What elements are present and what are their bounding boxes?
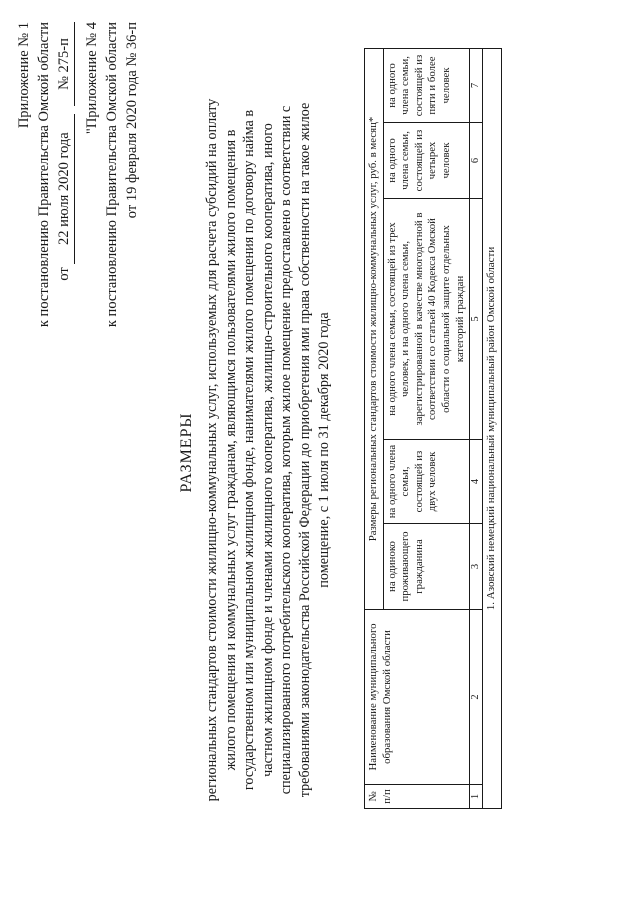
subtitle-line: помещение, с 1 июля по 31 декабря 2020 года: [315, 312, 332, 588]
column-number: 1: [470, 785, 483, 809]
column-number: 4: [470, 440, 483, 524]
section-row: [483, 48, 502, 808]
column-number: 2: [470, 610, 483, 785]
header-municipality: Наименование муниципального образования Омской области: [365, 610, 470, 785]
appendix-1-decree: к постановлению Правительства Омской области: [36, 22, 52, 328]
subtitle-line: региональных стандартов стоимости жилищно-коммунальных услуг, используемых для расчета субсидий на оплату: [204, 98, 220, 802]
column-number-row: [470, 48, 483, 808]
appendix-4-date: от 19 февраля 2020 года № 36-п: [124, 22, 140, 219]
appendix-4-decree: к постановлению Правительства Омской области: [104, 22, 120, 328]
document-title: РАЗМЕРЫ: [178, 412, 195, 493]
subtitle-line: требованиями законодательства Российской Федерации до приобретения ими права собственности на такое жилое: [296, 102, 313, 798]
appendix-1-title: Приложение № 1: [16, 22, 32, 129]
subtitle-line: частном жилищном фонде и членами жилищного кооператива, жилищно-строительного кооператива, иного: [259, 123, 276, 777]
header-standards-group: Размеры региональных стандартов стоимости жилищно-коммунальных услуг, руб. в месяц*: [365, 48, 384, 609]
header-single: на одиноко проживающего гражданина: [383, 524, 470, 610]
standards-table: [364, 48, 502, 809]
section-title: 1. Азовский немецкий национальный муниципальный район Омской области: [483, 48, 502, 808]
appendix-1-number: № 275-п: [54, 22, 75, 106]
appendix-1-block: [14, 22, 75, 327]
appendix-1-date-prefix: от: [56, 267, 72, 281]
subtitle-line: государственном или муниципальном жилищном фонде, нанимателями жилого помещения по договору найма в: [241, 109, 258, 791]
appendix-4-title: "Приложение № 4: [84, 22, 100, 135]
header-family-3: на одного члена семьи, состоящей из трех человек, и на одного члена семьи, зарегистрированной в качестве многодетной в соответствии со статьей 40 Кодекса Омской области о социальной защите отдельных категорий граждан: [383, 199, 470, 440]
header-no: № п/п: [365, 785, 470, 809]
subtitle-line: специализированного потребительского кооператива, которым жилое помещение предоставлено в соответствии с: [278, 105, 295, 795]
column-number: 3: [470, 524, 483, 610]
table-header-row: [365, 48, 384, 808]
header-family-4: на одного члена семьи, состоящей из четырех человек: [383, 123, 470, 199]
appendix-1-date: 22 июля 2020 года: [54, 114, 75, 264]
header-family-2: на одного члена семьи, состоящей из двух человек: [383, 440, 470, 524]
column-number: 7: [470, 48, 483, 122]
column-number: 5: [470, 199, 483, 440]
document-subtitle: [203, 40, 333, 860]
header-family-5plus: на одного члена семьи, состоящей из пяти и более человек: [383, 48, 470, 122]
subtitle-line: жилого помещения и коммунальных услуг гражданам, являющимся пользователями жилого помещения в: [222, 129, 239, 771]
appendix-1-date-line: [54, 22, 75, 327]
appendix-4-block: [82, 22, 142, 327]
column-number: 6: [470, 123, 483, 199]
